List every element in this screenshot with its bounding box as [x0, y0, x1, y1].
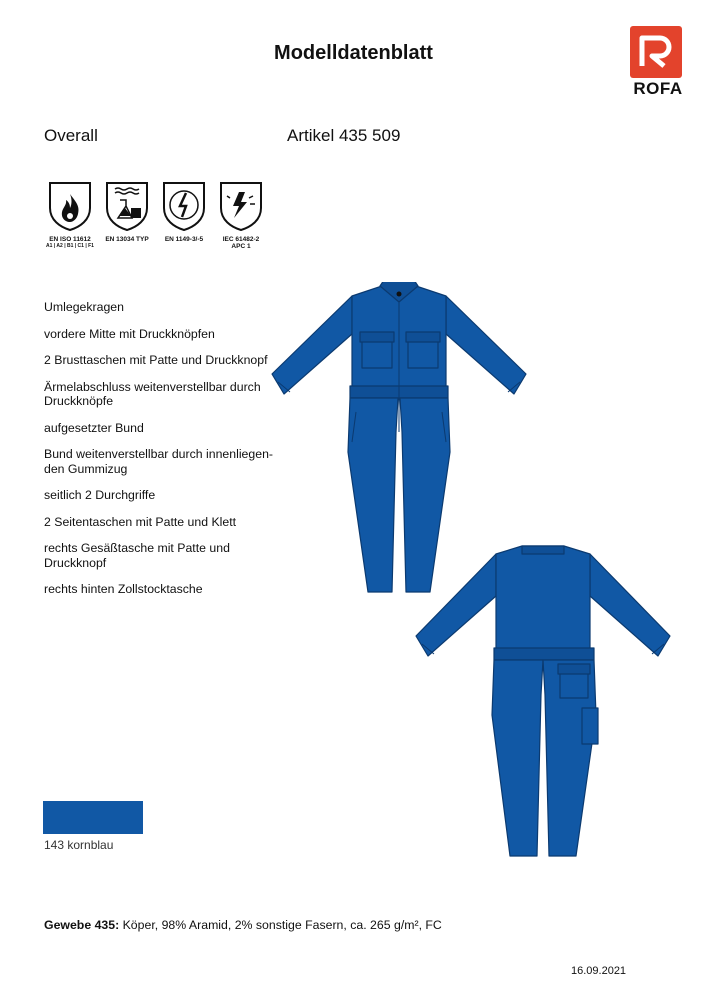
feature-item: Ärmelabschluss weitenverstellbar durch Druckknöpfe	[44, 379, 261, 408]
logo-mark-icon	[630, 26, 682, 78]
rofa-logo	[628, 26, 688, 99]
cert-line2: A1 | A2 | B1 | C1 | F1	[46, 243, 94, 249]
fabric-label: Gewebe 435:	[44, 918, 120, 932]
color-label: 143 kornblau	[44, 838, 114, 852]
page-title: Modelldatenblatt	[274, 42, 433, 64]
feature-item: vordere Mitte mit Druckknöpfen	[44, 326, 215, 341]
document-date: 16.09.2021	[571, 965, 627, 977]
feature-list	[44, 300, 274, 609]
feature-item: 2 Seitentaschen mit Patte und Klett	[44, 514, 237, 529]
fabric-info	[44, 918, 442, 932]
feature-item: Bund weitenverstellbar durch innenliegen- den Gummizug	[44, 447, 273, 476]
feature-item: Umlegekragen	[44, 300, 124, 314]
feature-item: seitlich 2 Durchgriffe	[44, 488, 156, 502]
cert-line2: APC 1	[231, 243, 251, 250]
fabric-description: Köper, 98% Aramid, 2% sonstige Fasern, ca. 265 g/m², FC	[122, 918, 442, 932]
article-number: Artikel 435 509	[287, 126, 401, 145]
antistatic-icon	[160, 180, 208, 232]
feature-item: rechts Gesäßtasche mit Patte und Druckknopf	[44, 541, 230, 570]
chemical-icon	[103, 180, 151, 232]
flame-icon	[46, 180, 94, 232]
feature-item: rechts hinten Zollstocktasche	[44, 582, 203, 596]
cert-line1: IEC 61482-2	[222, 236, 260, 243]
cert-en-1149	[155, 180, 213, 243]
cert-en-13034	[98, 180, 156, 243]
product-name: Overall	[44, 126, 98, 145]
overall-back-view	[412, 540, 674, 860]
color-swatch	[43, 801, 143, 834]
cert-en-iso-11612	[41, 180, 99, 249]
feature-item: 2 Brusttaschen mit Patte und Druckknopf	[44, 353, 268, 367]
cert-line1: EN ISO 11612	[49, 236, 91, 243]
arc-icon	[217, 180, 265, 232]
cert-iec-61482	[212, 180, 270, 250]
logo-text: ROFA	[633, 79, 683, 98]
cert-line1: EN 13034 TYP	[105, 236, 149, 243]
feature-item: aufgesetzter Bund	[44, 420, 144, 435]
cert-line1: EN 1149-3/-5	[164, 236, 204, 243]
